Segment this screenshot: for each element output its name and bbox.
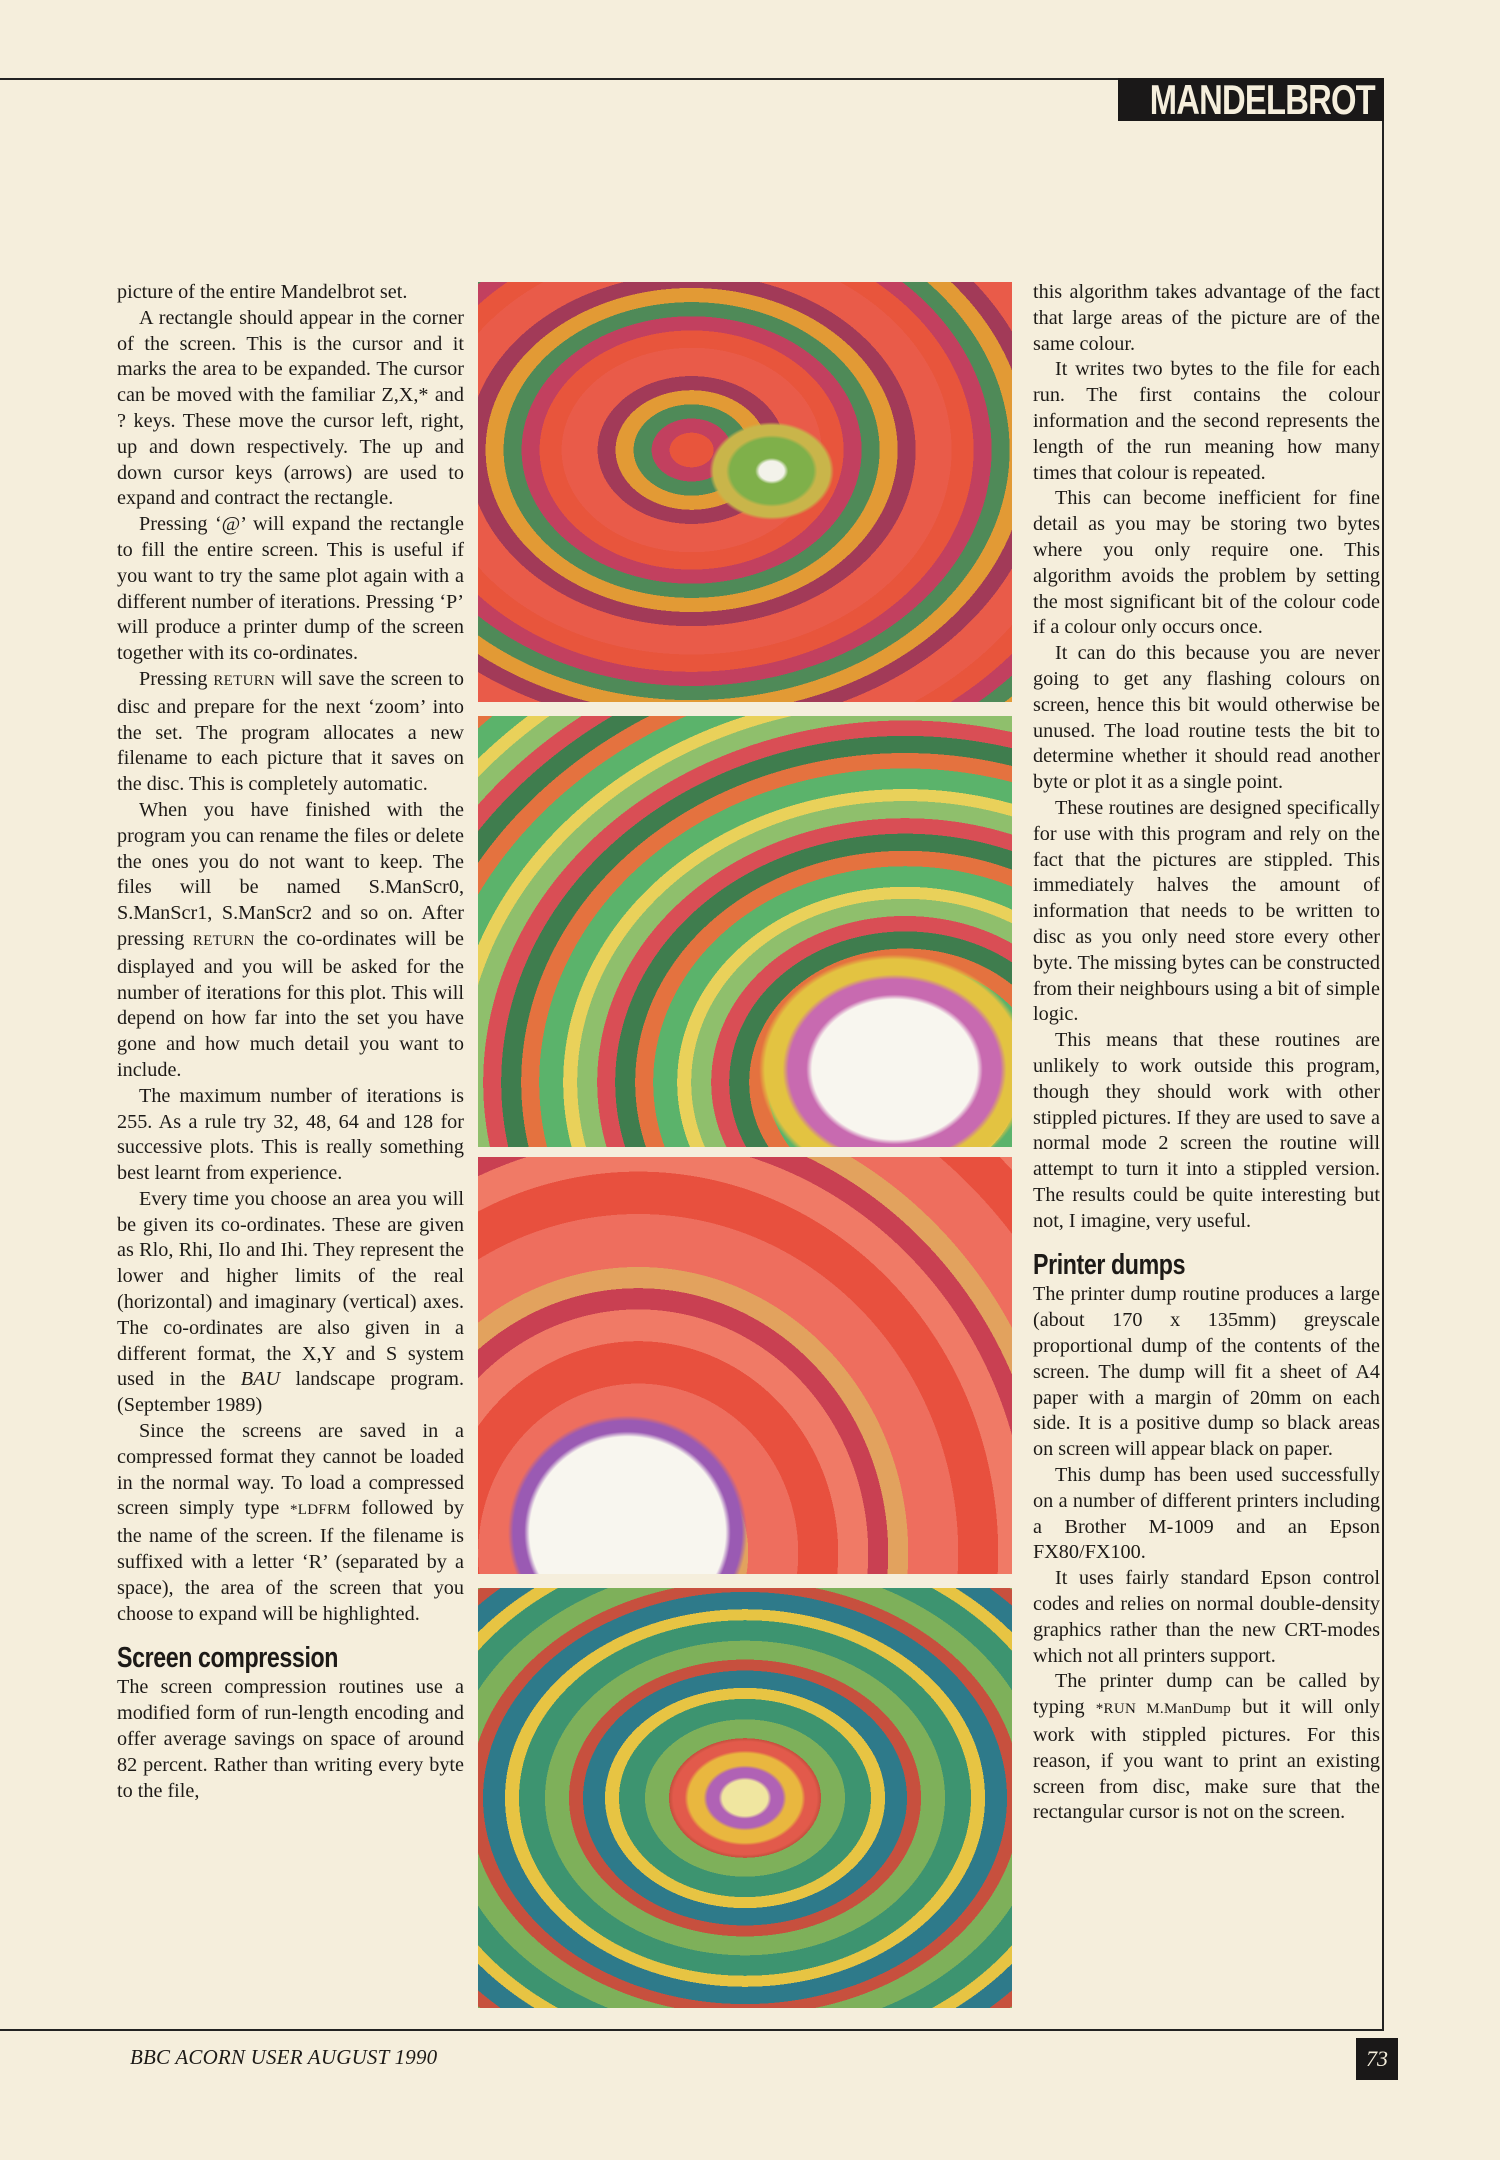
section-heading: Printer dumps <box>1033 1249 1186 1282</box>
paragraph <box>1033 1566 1380 1669</box>
paragraph <box>1033 1282 1380 1463</box>
paragraph <box>117 798 464 1084</box>
publication-footer: BBC ACORN USER AUGUST 1990 <box>130 2045 438 2069</box>
paragraph <box>1033 641 1380 796</box>
paragraph-text: This can become inefficient for fine detail as you may be storing two bytes where you only require one. This algorithm avoids the problem by setting the most significant bit of the colour code if a colour only occurs once. <box>1033 487 1380 639</box>
paragraph <box>117 1187 464 1419</box>
paragraph-text: It can do this because you are never going to get any flashing colours on screen, hence this bit would otherwise be unused. The load routine tests the bit to determine whether it should read another byte or plot it as a single point. <box>1033 642 1380 794</box>
paragraph-text: The maximum number of iterations is 255. As a rule try 32, 48, 64 and 128 for successive plots. This is really something best learnt from experience. <box>117 1084 464 1185</box>
paragraph-text: When you have finished with the program you can rename the files or delete the ones you do not want to keep. The files will be named S.ManScr0, S.ManScr1, S.ManScr2 and so on. After pressing <box>117 798 464 950</box>
command-text: RETURN <box>192 932 255 949</box>
section-heading: Screen compression <box>117 1642 339 1675</box>
command-text: *LDFRM <box>289 1502 351 1519</box>
paragraph <box>117 1419 464 1627</box>
paragraph-text: Pressing <box>139 667 214 690</box>
paragraph-text: the co-ordinates will be displayed and you will be asked for the number of iterations for this plot. This will depend on how far into the set you have gone and how much detail you want to include. <box>117 927 464 1081</box>
paragraph <box>1033 486 1380 641</box>
paragraph <box>117 280 464 306</box>
paragraph <box>117 306 464 512</box>
paragraph-text: This means that these routines are unlikely to work outside this program, though they should work with other stippled pictures. If they are used to save a normal mode 2 screen the routine will attempt to turn it into a stippled version. The results could be quite interesting but not, I imagine, very useful. <box>1033 1029 1380 1232</box>
command-text: RETURN <box>213 672 276 689</box>
paragraph-text: Pressing ‘@’ will expand the rectangle to fill the entire screen. This is useful if you want to try the same plot again with a different number of iterations. Pressing ‘P’ will produce a printer dump of the screen together with its co-ordinates. <box>117 513 464 665</box>
paragraph <box>117 512 464 667</box>
paragraph <box>1033 1028 1380 1234</box>
paragraph <box>1033 280 1380 357</box>
paragraph-text: Every time you choose an area you will be given its co-ordinates. These are given as Rlo, Rhi, Ilo and Ihi. They represent the lower and higher limits of the real (horizontal) and imaginary (vertical) axes. The co-ordinates are also given in a different format, the X,Y and S system used in the <box>117 1187 464 1391</box>
paragraph-text: followed by the name of the screen. If the filename is suffixed with a letter ‘R’ (separated by a space), the area of the screen that you choose to expand will be highlighted. <box>117 1497 464 1625</box>
paragraph-text: will save the screen to disc and prepare for the next ‘zoom’ into the set. The program allocates a new filename to each picture that it saves on the disc. This is completely automatic. <box>117 667 465 796</box>
paragraph-text: Since the screens are saved in a compressed format they cannot be loaded in the normal way. To load a compressed screen simply type <box>117 1420 464 1520</box>
mandelbrot-image-3 <box>478 1157 1012 1574</box>
paragraph-text: It uses fairly standard Epson control codes and relies on normal double-density graphics rather than the new CRT-modes which not all printers support. <box>1033 1567 1380 1667</box>
paragraph-text: picture of the entire Mandelbrot set. <box>117 281 408 303</box>
right-text-column <box>1033 280 1380 1826</box>
paragraph-text: but it will only work with stippled pictures. For this reason, if you want to print an existing screen from disc, make sure that the rectangular cursor is not on the screen. <box>1033 1696 1380 1824</box>
mandelbrot-image-4 <box>478 1588 1012 2008</box>
paragraph-text: BAU <box>240 1368 281 1391</box>
paragraph <box>1033 1463 1380 1566</box>
paragraph-text: This dump has been used successfully on a number of different printers including a Brother M-1009 and an Epson FX80/FX100. <box>1033 1464 1380 1564</box>
paragraph <box>1033 357 1380 486</box>
paragraph <box>117 1084 464 1187</box>
paragraph-text: this algorithm takes advantage of the fact that large areas of the picture are of the same colour. <box>1033 281 1380 355</box>
paragraph <box>1033 796 1380 1028</box>
right-border-rule <box>1382 78 1384 2031</box>
paragraph-text: landscape program. (September 1989) <box>117 1368 464 1417</box>
paragraph-text: A rectangle should appear in the corner of the screen. This is the cursor and it marks the area to be expanded. The cursor can be moved with the familiar Z,X,* and ? keys. These move the cursor left, right, up and down respectively. The up and down cursor keys (arrows) are used to expand and contract the rectangle. <box>117 306 464 510</box>
paragraph <box>117 1675 464 1804</box>
paragraph <box>1033 1669 1380 1826</box>
paragraph-text: It writes two bytes to the file for each run. The first contains the colour information and the second represents the length of the run meaning how many times that colour is repeated. <box>1033 358 1380 484</box>
page-number: 73 <box>1356 2038 1398 2080</box>
mandelbrot-image-2 <box>478 716 1012 1147</box>
mandelbrot-image-1 <box>478 282 1012 702</box>
footer-rule <box>0 2029 1384 2031</box>
paragraph-text: These routines are designed specifically for use with this program and rely on the fact that the pictures are stippled. This immediately halves the amount of information that needs to be written to disc as you only need store every other byte. The missing bytes can be constructed from their neighbours using a bit of simple logic. <box>1033 796 1380 1026</box>
command-text: *RUN M.ManDump <box>1095 1701 1232 1718</box>
paragraph-text: The printer dump routine produces a large (about 170 x 135mm) greyscale proportional dump of the contents of the screen. The dump will fit a sheet of A4 paper with a margin of 20mm on each side. It is a positive dump so black areas on screen will appear black on paper. <box>1033 1283 1380 1461</box>
paragraph <box>117 667 464 798</box>
paragraph-text: The screen compression routines use a modified form of run-length encoding and offer average savings on space of around 82 percent. Rather than writing every byte to the file, <box>117 1676 464 1802</box>
section-tab-label: MANDELBROT <box>1149 76 1375 123</box>
paragraph-text: The printer dump can be called by typing <box>1033 1670 1380 1719</box>
section-tab <box>1118 78 1384 121</box>
left-text-column <box>117 280 464 1804</box>
